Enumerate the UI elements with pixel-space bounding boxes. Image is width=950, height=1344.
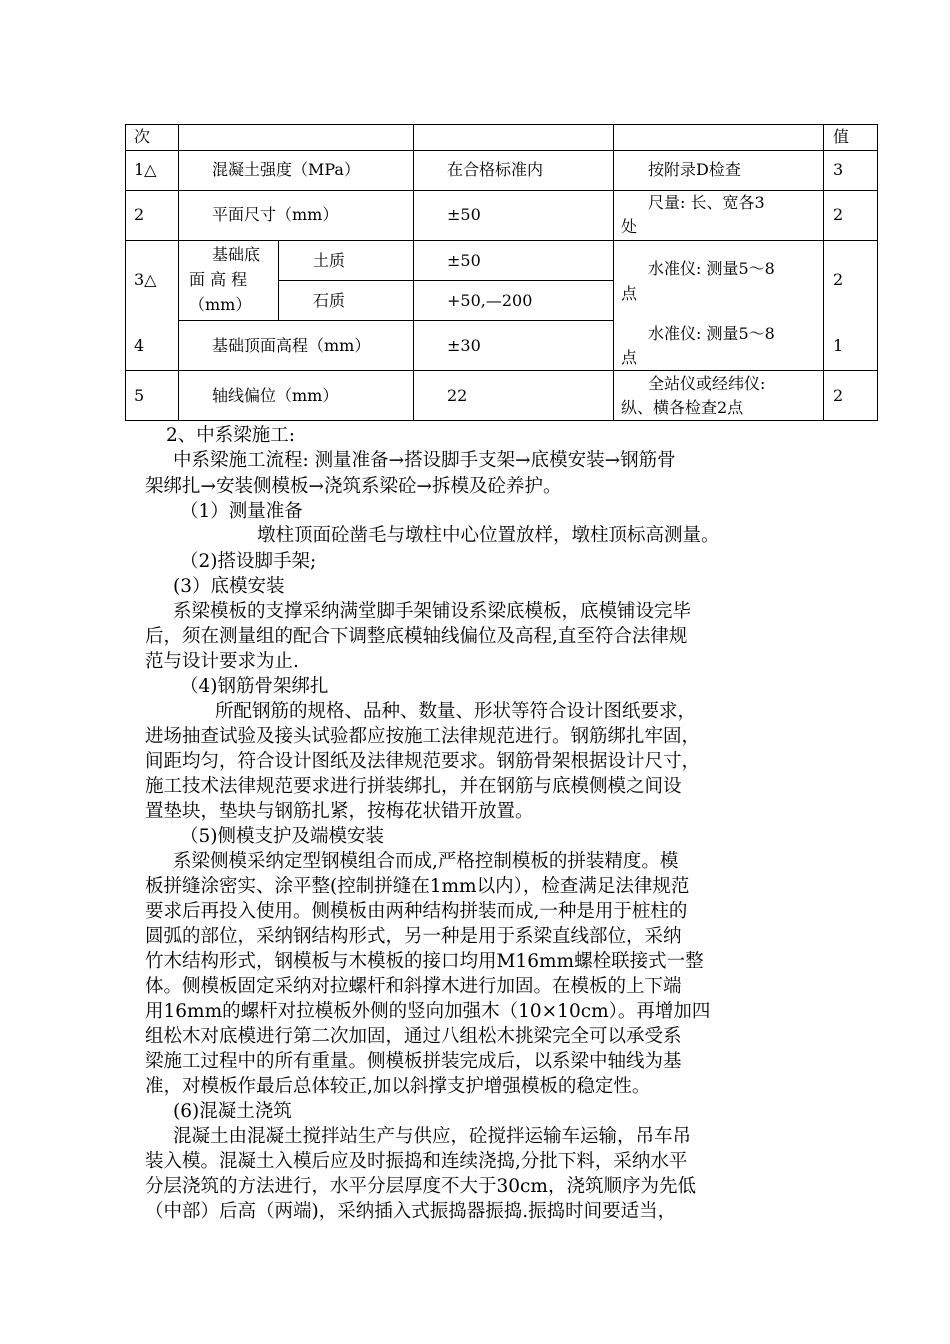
row2-score: 2: [833, 205, 844, 224]
table-rule: [278, 240, 279, 320]
row4-score: 1: [833, 336, 844, 355]
row2-method-line1: 尺量: 长、宽各3: [648, 193, 765, 212]
paragraph-line: 系梁模板的支撑采纳满堂脚手架铺设系梁底模板，底模铺设完毕: [173, 601, 692, 622]
row2-no: 2: [134, 205, 145, 224]
paragraph-line: 置垫块，垫块与钢筋扎紧，按梅花状错开放置。: [145, 801, 534, 822]
row3-sub1: 土质: [313, 251, 346, 270]
paragraph-line: 中系梁施工流程: 测量准备→搭设脚手支架→底模安装→钢筋骨: [173, 450, 676, 471]
paragraph-line: 混凝土由混凝土搅拌站生产与供应，砼搅拌运输车运输，吊车吊: [173, 1126, 692, 1147]
subsection-heading: (6)混凝土浇筑: [173, 1101, 292, 1122]
subsection-heading: （5)侧模支护及端模安装: [180, 826, 384, 847]
paragraph-line: 系梁侧模采纳定型钢模组合而成,严格控制模板的拼装精度。模: [173, 851, 679, 872]
paragraph-line: 竹木结构形式，钢模板与木模板的接口均用M16mm螺栓联接式一整: [145, 951, 704, 972]
row5-method-line2: 纵、横各检查2点: [621, 398, 744, 417]
paragraph-line: 要求后再投入使用。侧模板由两种结构拼装而成,一种是用于桩柱的: [145, 901, 688, 922]
paragraph-line: 梁施工过程中的所有重量。侧模板拼装完成后，以系梁中轴线为基: [145, 1051, 682, 1072]
inspection-table: [0, 0, 950, 420]
subsection-heading: (3）底模安装: [173, 576, 285, 597]
row1-item: 混凝土强度（MPa）: [212, 160, 360, 179]
table-rule: [178, 124, 179, 421]
row3-score: 2: [833, 270, 844, 289]
row1-spec: 在合格标准内: [447, 160, 544, 179]
row1-no: 1△: [134, 160, 157, 179]
row3-spec2: +50,—200: [447, 291, 533, 310]
table-rule: [125, 420, 877, 421]
paragraph-line: 所配钢筋的规格、品种、数量、形状等符合设计图纸要求，: [215, 701, 697, 722]
header-col1: 次: [134, 127, 151, 146]
row3-spec1: ±50: [447, 251, 481, 270]
row3-item-line2: 面 高 程: [189, 270, 248, 289]
table-rule: [613, 124, 614, 421]
subsection-heading: （2)搭设脚手架;: [180, 551, 317, 572]
section-heading: 2、中系梁施工:: [166, 425, 296, 446]
paragraph-line: 圆弧的部位，采纳钢结构形式，另一种是用于系梁直线部位，采纳: [145, 926, 682, 947]
paragraph-line: 间距均匀，符合设计图纸及法律规范要求。钢筋骨架根据设计尺寸，: [145, 751, 701, 772]
row3-no: 3△: [134, 270, 157, 289]
table-rule: [413, 124, 414, 421]
row4-method-line1: 水准仪: 测量5～8: [648, 324, 775, 343]
row4-method-line2: 点: [621, 348, 638, 367]
paragraph-line: 组松木对底模进行第二次加固，通过八组松木挑梁完全可以承受系: [145, 1026, 682, 1047]
paragraph-line: 后，须在测量组的配合下调整底模轴线偏位及高程,直至符合法律规: [145, 626, 688, 647]
row3-item-line3: （mm）: [189, 295, 252, 314]
row5-no: 5: [134, 386, 145, 405]
subsection-heading: （4)钢筋骨架绑扎: [180, 676, 329, 697]
row1-score: 3: [833, 160, 844, 179]
row5-item: 轴线偏位（mm）: [212, 386, 339, 405]
paragraph-line: 范与设计要求为止.: [145, 651, 299, 672]
subsection-heading: （1）测量准备: [180, 501, 303, 522]
row5-method-line1: 全站仪或经纬仪:: [648, 374, 766, 393]
paragraph-line: 施工技术法律规范要求进行拼装绑扎，并在钢筋与底模侧模之间设: [145, 776, 682, 797]
row2-item: 平面尺寸（mm）: [212, 205, 339, 224]
row3-method-line2: 点: [621, 284, 638, 303]
row5-spec: 22: [447, 386, 468, 405]
paragraph-line: 板拼缝涂密实、涂平整(控制拼缝在1mm以内），检查满足法律规范: [145, 876, 690, 897]
paragraph-line: （中部）后高（两端)，采纳插入式振捣器振捣.振捣时间要适当，: [145, 1201, 677, 1222]
header-col6: 值: [833, 127, 850, 146]
row4-no: 4: [134, 336, 145, 355]
table-rule: [125, 370, 877, 371]
row2-spec: ±50: [447, 205, 481, 224]
paragraph-line: 进场抽查试验及接头试验都应按施工法律规范进行。钢筋绑扎牢固，: [145, 726, 701, 747]
paragraph-line: 装入模。混凝土入模后应及时振捣和连续浇捣,分批下料，采纳水平: [145, 1151, 688, 1172]
table-rule: [823, 124, 824, 421]
row3-item-line1: 基础底: [212, 245, 261, 264]
table-rule: [178, 320, 613, 321]
paragraph-line: 分层浇筑的方法进行，水平分层厚度不大于30cm，浇筑顺序为先低: [145, 1176, 696, 1197]
paragraph-line: 墩柱顶面砼凿毛与墩柱中心位置放样，墩柱顶标高测量。: [257, 525, 720, 546]
row5-score: 2: [833, 386, 844, 405]
table-rule: [125, 150, 877, 151]
paragraph-line: 准，对模板作最后总体较正,加以斜撑支护增强模板的稳定性。: [145, 1076, 651, 1097]
paragraph-line: 架绑扎→安装侧模板→浇筑系梁砼→拆模及砼养护。: [145, 476, 562, 497]
row2-method-line2: 处: [621, 217, 638, 236]
row4-spec: ±30: [447, 336, 481, 355]
row3-sub2: 石质: [313, 291, 346, 310]
table-rule: [278, 280, 613, 281]
table-rule: [125, 124, 877, 125]
row3-method-line1: 水准仪: 测量5～8: [648, 259, 775, 278]
paragraph-line: 体。侧模板固定采纳对拉螺杆和斜撑木进行加固。在模板的上下端: [145, 976, 682, 997]
row4-item: 基础顶面高程（mm）: [212, 336, 371, 355]
table-rule: [125, 124, 126, 421]
table-rule: [877, 124, 878, 421]
table-rule: [125, 240, 877, 241]
row1-method: 按附录D检查: [648, 160, 741, 179]
paragraph-line: 用16mm的螺杆对拉模板外侧的竖向加强木（10×10cm）。再增加四: [145, 1001, 711, 1022]
